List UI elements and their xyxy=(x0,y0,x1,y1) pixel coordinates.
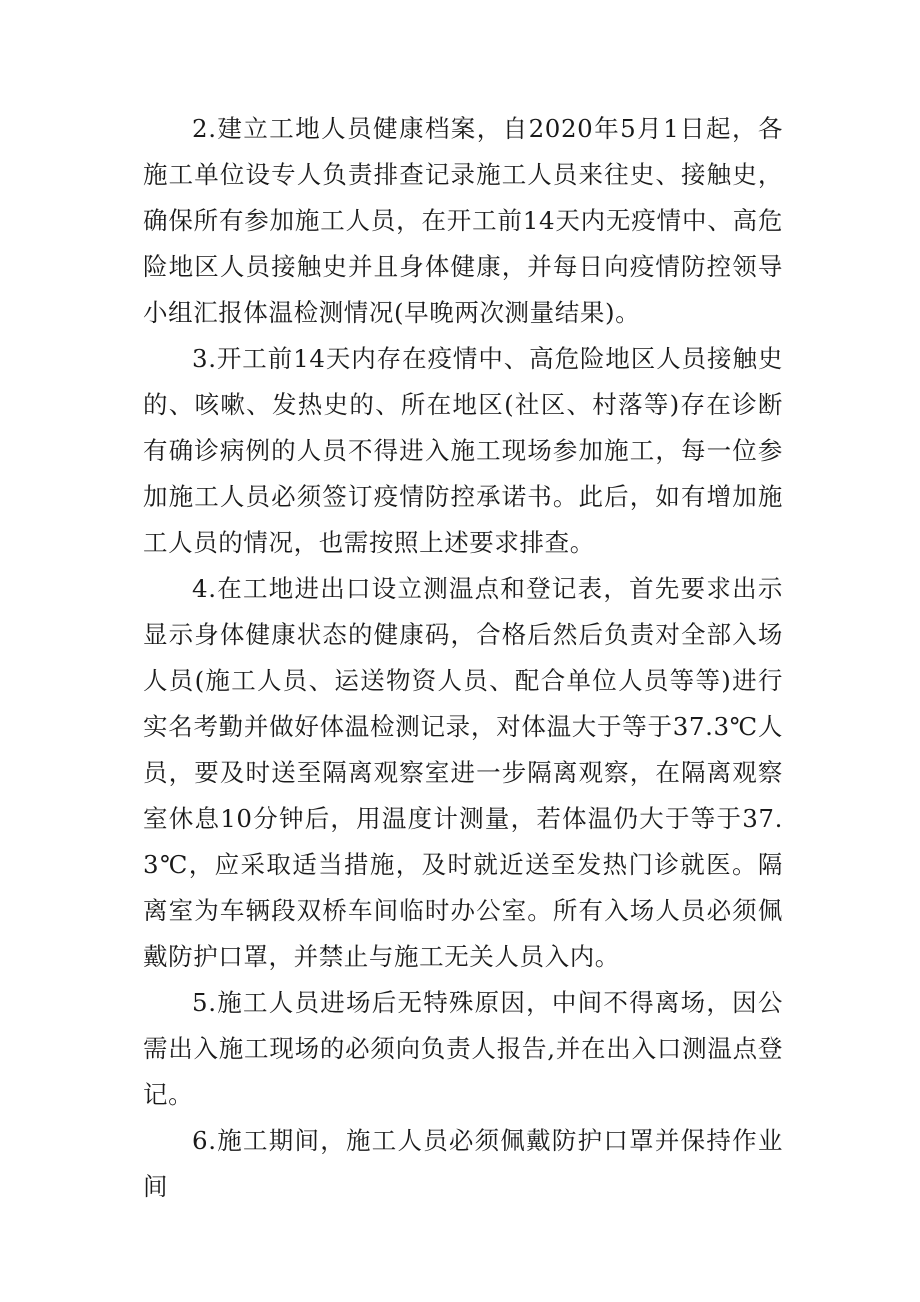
document-body xyxy=(143,106,783,1210)
paragraph-4: 4.在工地进出口设立测温点和登记表，首先要求出示显示身体健康状态的健康码，合格后然后负责对全部入场人员(施工人员、运送物资人员、配合单位人员等等)进行实名考勤并做好体温检测记录，对体温大于等于37.3℃人员，要及时送至隔离观察室进一步隔离观察，在隔离观察室休息10分钟后，用温度计测量，若体温仍大于等于37.3℃，应采取适当措施，及时就近送至发热门诊就医。隔离室为车辆段双桥车间临时办公室。所有入场人员必须佩戴防护口罩，并禁止与施工无关人员入内。 xyxy=(143,574,783,971)
paragraph-2: 2.建立工地人员健康档案，自2020年5月1日起，各施工单位设专人负责排查记录施工人员来往史、接触史，确保所有参加施工人员，在开工前14天内无疫情中、高危险地区人员接触史并且身体健康，并每日向疫情防控领导小组汇报体温检测情况(早晚两次测量结果)。 xyxy=(143,114,783,327)
paragraph-3: 3.开工前14天内存在疫情中、高危险地区人员接触史的、咳嗽、发热史的、所在地区(社区、村落等)存在诊断有确诊病例的人员不得进入施工现场参加施工，每一位参加施工人员必须签订疫情防控承诺书。此后，如有增加施工人员的情况，也需按照上述要求排查。 xyxy=(143,344,783,557)
paragraph-6: 6.施工期间，施工人员必须佩戴防护口罩并保持作业间 xyxy=(143,1126,783,1201)
paragraph-5: 5.施工人员进场后无特殊原因，中间不得离场，因公需出入施工现场的必须向负责人报告,并在出入口测温点登记。 xyxy=(143,988,783,1109)
